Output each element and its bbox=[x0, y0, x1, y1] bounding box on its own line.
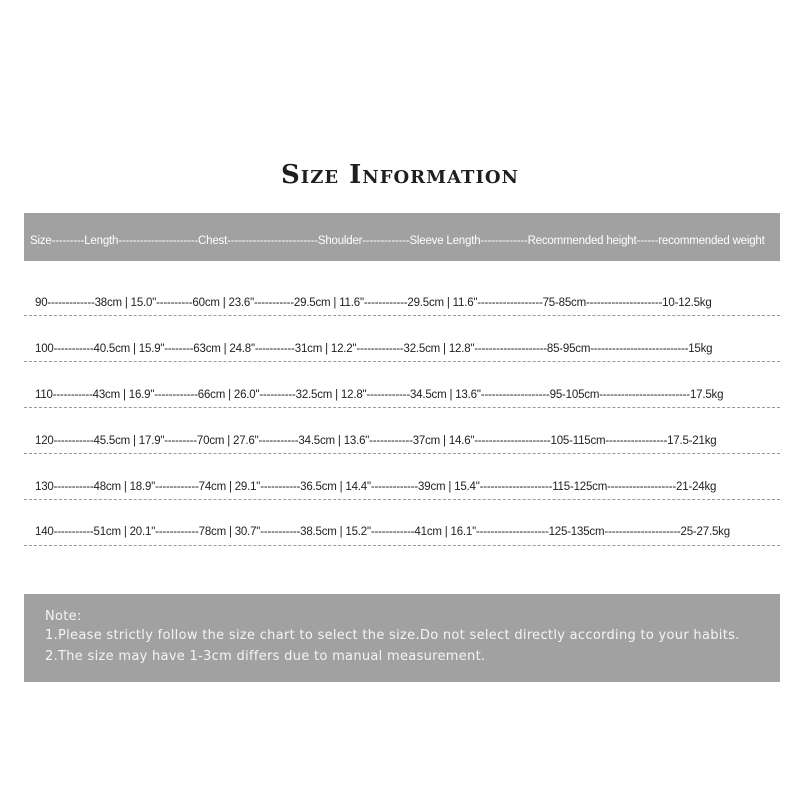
table-header-text: Size---------Length----------------------Chest-------------------------Shoulder-------------Sleeve Length-------------Recommended height------recommended weight bbox=[30, 235, 765, 247]
size-row-100: 100-----------40.5cm | 15.9"--------63cm | 24.8"-----------31cm | 12.2"-------------32.5cm | 12.8"--------------------85-95cm---------------------------15kg bbox=[35, 343, 713, 355]
note-line-1: 1.Please strictly follow the size chart to select the size.Do not select directly according to your habits. bbox=[45, 628, 740, 643]
row-divider bbox=[24, 315, 780, 316]
size-row-110: 110-----------43cm | 16.9"------------66cm | 26.0"----------32.5cm | 12.8"------------34.5cm | 13.6"-------------------95-105cm-------------------------17.5kg bbox=[35, 389, 724, 401]
note-heading: Note: bbox=[45, 609, 82, 624]
row-divider bbox=[24, 499, 780, 500]
page-title: Size Information bbox=[281, 160, 519, 190]
size-row-130: 130-----------48cm | 18.9"------------74cm | 29.1"-----------36.5cm | 14.4"-------------39cm | 15.4"--------------------115-125cm-------------------21-24kg bbox=[35, 481, 717, 493]
size-row-140: 140-----------51cm | 20.1"------------78cm | 30.7"-----------38.5cm | 15.2"------------41cm | 16.1"--------------------125-135cm---------------------25-27.5kg bbox=[35, 526, 730, 538]
row-divider bbox=[24, 361, 780, 362]
size-row-90: 90-------------38cm | 15.0"----------60cm | 23.6"-----------29.5cm | 11.6"------------29.5cm | 11.6"------------------75-85cm---------------------10-12.5kg bbox=[35, 297, 712, 309]
row-divider bbox=[24, 453, 780, 454]
row-divider bbox=[24, 407, 780, 408]
row-divider bbox=[24, 545, 780, 546]
size-row-120: 120-----------45.5cm | 17.9"---------70cm | 27.6"-----------34.5cm | 13.6"------------37cm | 14.6"---------------------105-115cm-----------------17.5-21kg bbox=[35, 435, 717, 447]
note-line-2: 2.The size may have 1-3cm differs due to manual measurement. bbox=[45, 649, 486, 664]
